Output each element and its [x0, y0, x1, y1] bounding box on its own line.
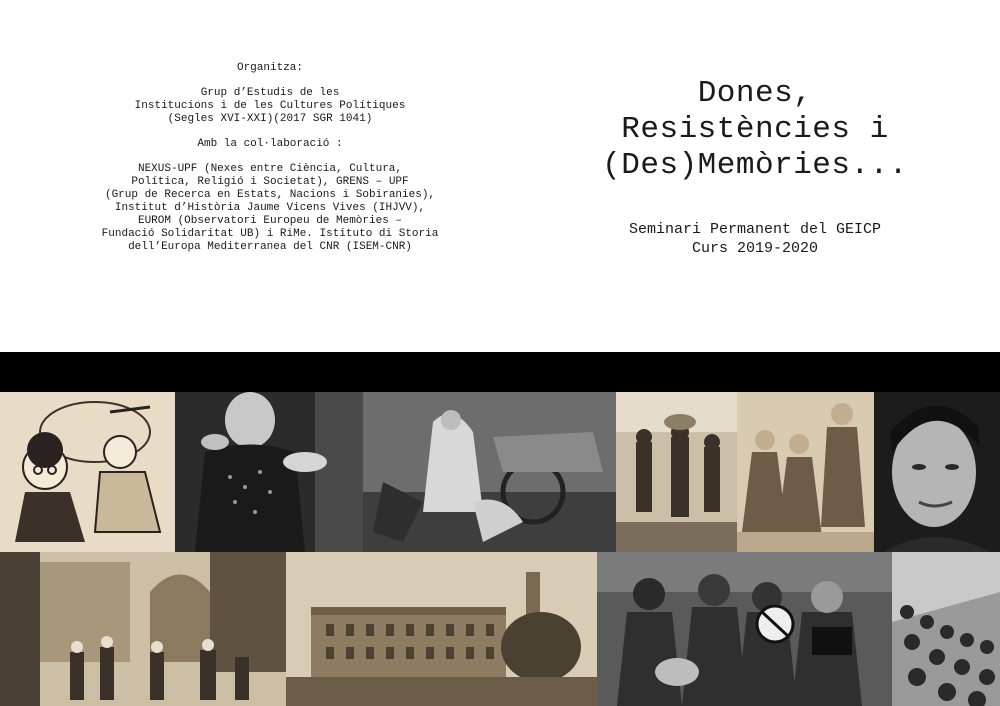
organizer-line: Grup d’Estudis de les [200, 87, 340, 99]
collaboration-line: (Grup de Recerca en Estats, Nacions i Sobiranies), [104, 189, 436, 201]
organizer-line: (Segles XVI-XXI)(2017 SGR 1041) [167, 113, 373, 125]
crowd-image [892, 552, 1000, 706]
collaboration-line: Fundació Solidaritat UB) i RiMe. Istituto di Storia [101, 228, 439, 240]
collaboration-label: Amb la col·laboració : [197, 138, 343, 150]
title-line: Dones, [697, 76, 813, 111]
street-scene-image [0, 552, 286, 706]
collaboration-line: dell’Europa Mediterranea del CNR (ISEM-CNR) [128, 241, 412, 253]
elderly-woman-image [175, 392, 363, 552]
collaboration-line: NEXUS-UPF (Nexes entre Ciència, Cultura, [137, 163, 403, 175]
page-subtitle [530, 220, 980, 258]
subtitle-line: Seminari Permanent del GEICP [628, 221, 882, 238]
organizer-label: Organitza: [236, 62, 303, 74]
black-band [0, 352, 1000, 392]
collaboration-line: Política, Religió i Societat), GRENS – UPF [131, 176, 409, 188]
title-column [530, 76, 980, 258]
organizer-column [40, 62, 500, 266]
title-line: (Des)Memòries... [602, 148, 908, 183]
subtitle-line: Curs 2019-2020 [691, 240, 819, 257]
dancing-women-image [737, 392, 874, 552]
protest-women-image [597, 552, 892, 706]
cartoon-couple-image [0, 392, 175, 552]
photo-collage [0, 392, 1000, 706]
collaboration-line: Institut d’Història Jaume Vicens Vives (IHJVV), [114, 202, 426, 214]
page-title [530, 76, 980, 184]
market-women-image [616, 392, 737, 552]
battle-painting-image [363, 392, 616, 552]
collaboration-line: EUROM (Observatori Europeu de Memòries – [137, 215, 403, 227]
title-line: Resistències i [621, 112, 889, 147]
organizer-line: Institucions i de les Cultures Polítiques [134, 100, 406, 112]
woman-portrait-image [874, 392, 1000, 552]
building-image [286, 552, 597, 706]
